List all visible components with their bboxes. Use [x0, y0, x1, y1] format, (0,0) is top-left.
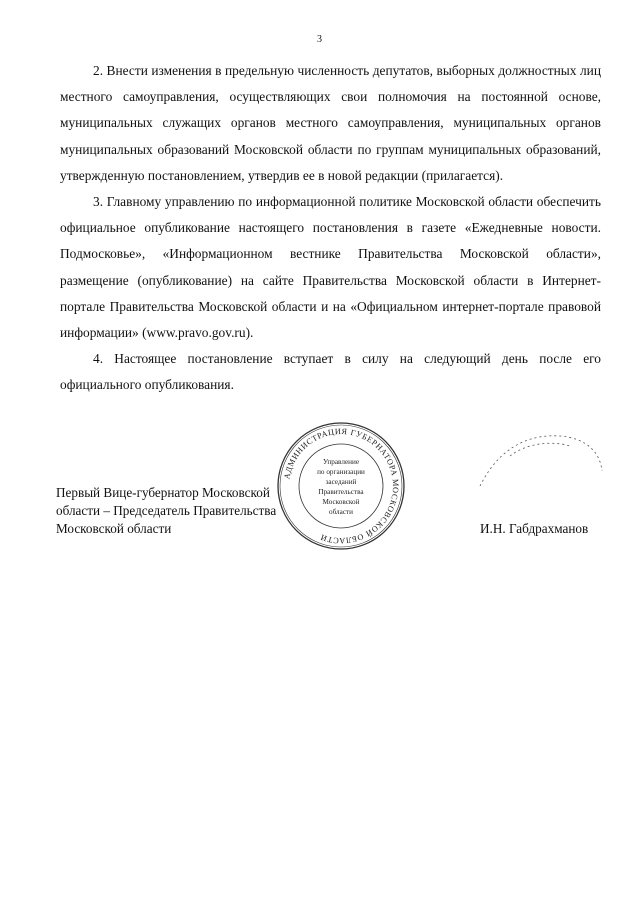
- signatory-position: [56, 484, 306, 538]
- signature-scribble: [470, 426, 610, 506]
- seal-ring-text: АДМИНИСТРАЦИЯ ГУБЕРНАТОРА МОСКОВСКОЙ ОБЛАСТИ: [282, 426, 401, 546]
- seal-center-line-1: Управление: [322, 458, 360, 466]
- document-body: [60, 58, 601, 399]
- position-line-1: Первый Вице-губернатор Московской: [56, 485, 270, 500]
- paragraph-4: 4. Настоящее постановление вступает в силу на следующий день после его официального опубликования.: [60, 351, 601, 393]
- seal-center-line-6: области: [328, 508, 354, 516]
- page-number: 3: [317, 34, 322, 45]
- paragraph-2: 2. Внести изменения в предельную численность депутатов, выборных должностных лиц местного самоуправления, осуществляющих свои полномочия на постоянной основе, муниципальных служащих органов местного самоуправления, муниципальных органов муниципальных образований Московской области по группам муниципальных образований, утвержденную постановлением, утвердив ее в новой редакции (прилагается).: [60, 63, 601, 183]
- position-line-3: Московской области: [56, 521, 172, 536]
- official-seal-stamp: [275, 420, 407, 552]
- signatory-name: И.Н. Габдрахманов: [480, 521, 589, 536]
- seal-center-line-3: заседаний: [325, 478, 357, 486]
- seal-center-line-5: Московской: [322, 498, 360, 506]
- seal-center-line-4: Правительства: [318, 488, 364, 496]
- position-line-2: области – Председатель Правительства: [56, 503, 277, 518]
- paragraph-3: 3. Главному управлению по информационной политике Московской области обеспечить официальное опубликование настоящего постановления в газете «Ежедневные новости. Подмосковье», «Информационном вестнике Правительства Московской области», размещение (опубликование) на сайте Правительства Московской области в Интернет-портале Правительства Московской области и на «Официальном интернет-портале правовой информации» (www.pravo.gov.ru).: [60, 194, 601, 341]
- seal-center-line-2: по организации: [317, 468, 365, 476]
